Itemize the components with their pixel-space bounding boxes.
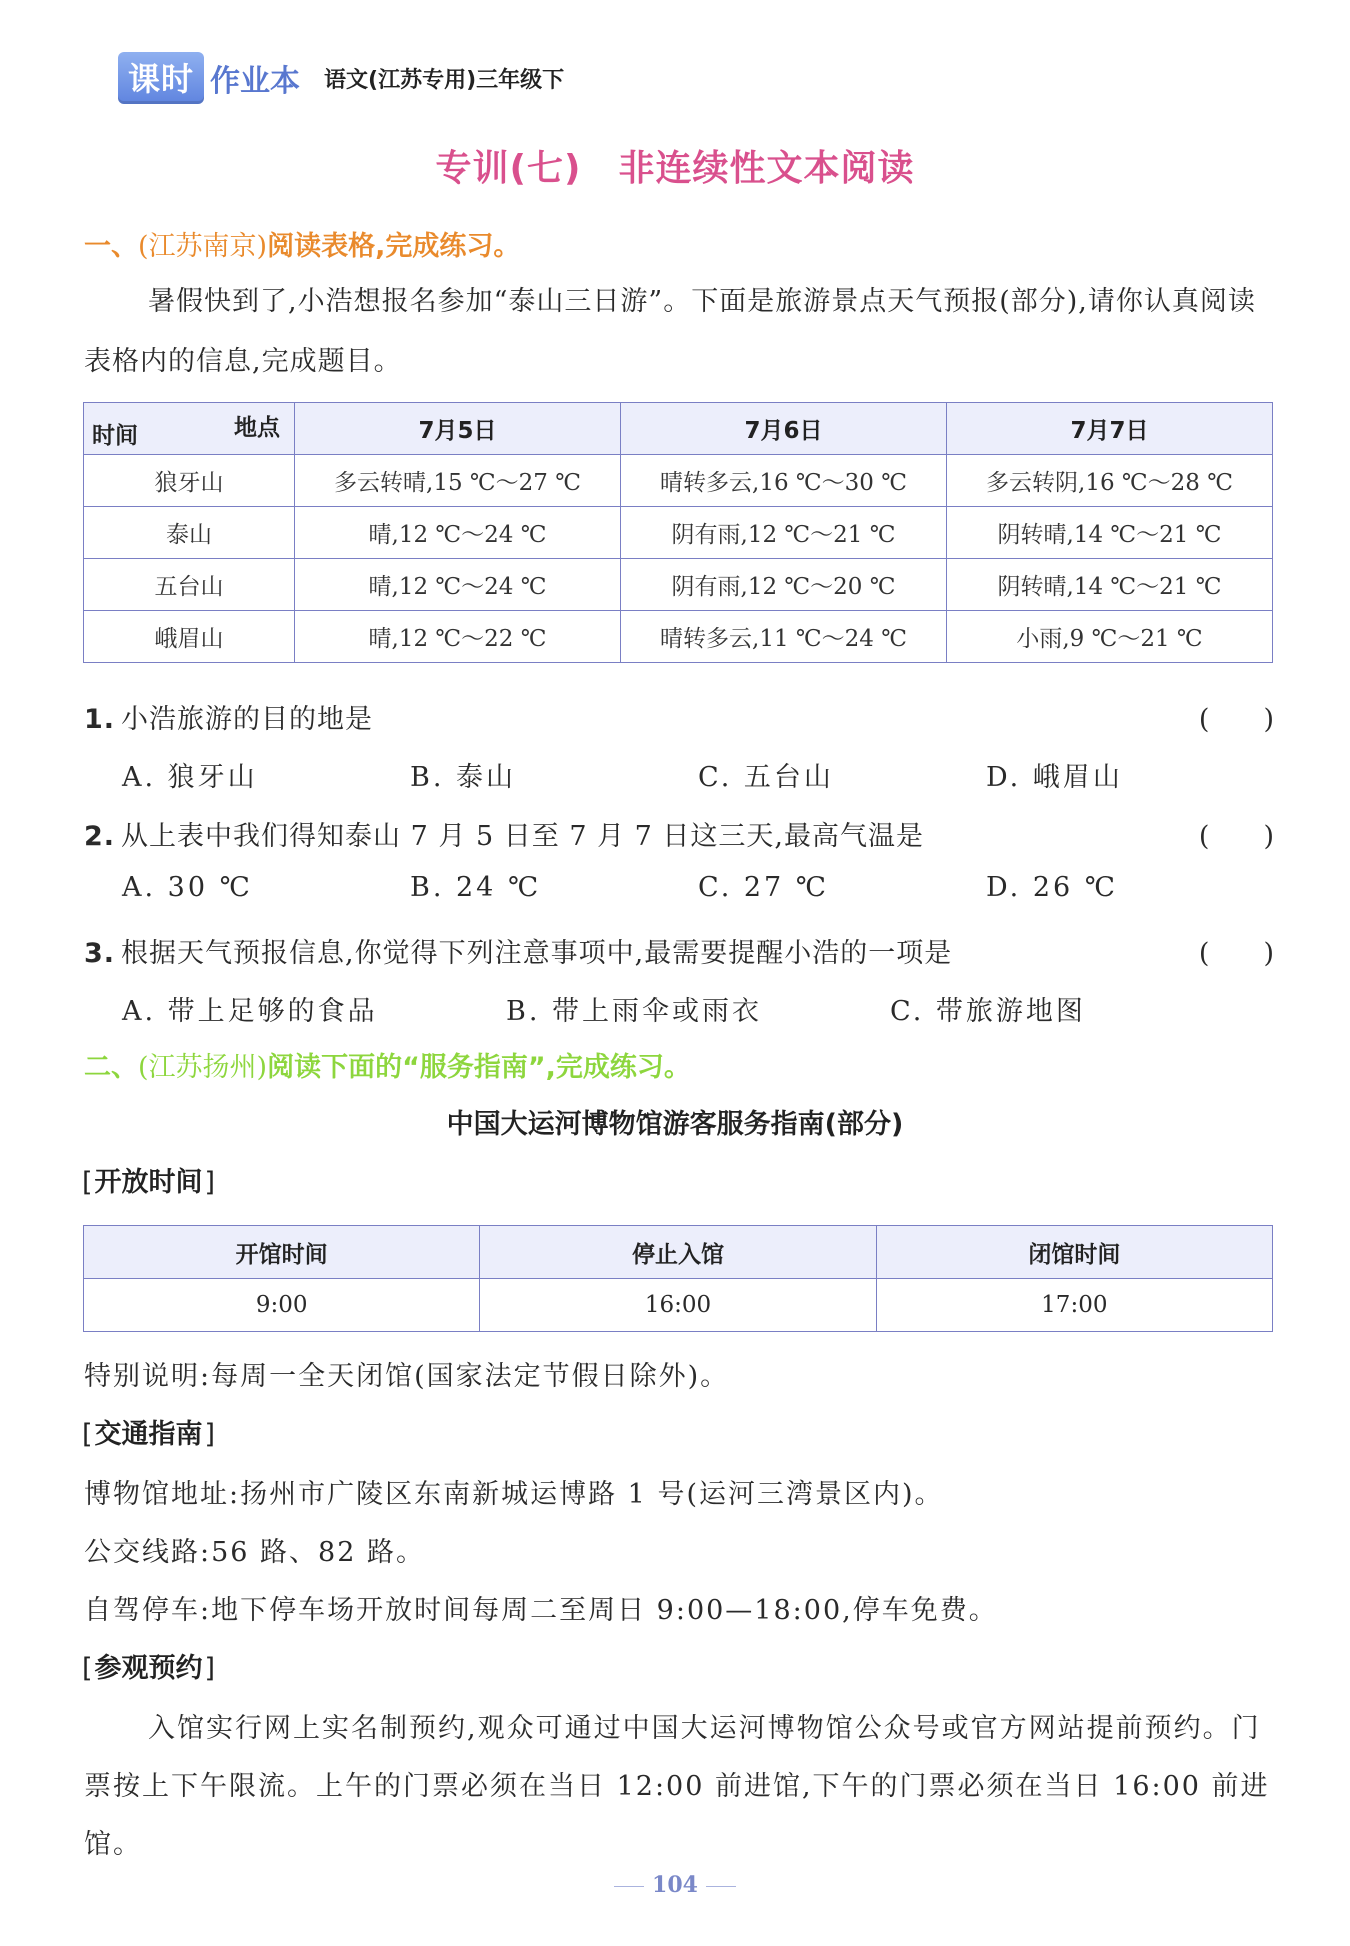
answer-blank[interactable]: ( ): [1198, 821, 1274, 852]
option-a[interactable]: A. 30 ℃: [122, 872, 253, 903]
option-c[interactable]: C. 带旅游地图: [890, 996, 1086, 1027]
option-a[interactable]: A. 狼牙山: [122, 762, 258, 793]
hours-cell: 9:00: [84, 1279, 480, 1332]
hours-column-header: 闭馆时间: [876, 1226, 1272, 1279]
weather-table: [83, 402, 1273, 663]
option-c[interactable]: C. 27 ℃: [698, 872, 830, 903]
open-hours-heading: [ 开放时间 ]: [82, 1160, 215, 1199]
weather-cell: 阴转晴,14 ℃～21 ℃: [947, 507, 1273, 559]
section1-task: 阅读表格,完成练习。: [267, 231, 521, 262]
weather-cell: 晴转多云,16 ℃～30 ℃: [621, 455, 947, 507]
option-d[interactable]: D. 峨眉山: [986, 762, 1123, 793]
weather-column-header: 7月7日: [947, 403, 1273, 455]
section2-heading: [84, 1045, 691, 1084]
open-hours-table: [83, 1225, 1273, 1332]
open-hours-header: [84, 1226, 1273, 1279]
brand-logo: 课时: [118, 52, 204, 104]
museum-address: 博物馆地址:扬州市广陵区东南新城运博路 1 号(运河三湾景区内)。: [84, 1479, 944, 1510]
option-b[interactable]: B. 24 ℃: [410, 872, 542, 903]
section1-heading: [84, 224, 520, 263]
answer-blank[interactable]: ( ): [1198, 704, 1274, 735]
answer-blank[interactable]: ( ): [1198, 938, 1274, 969]
place-cell: 峨眉山: [84, 611, 295, 663]
hours-cell: 17:00: [876, 1279, 1272, 1332]
weather-cell: 晴,12 ℃～24 ℃: [295, 559, 621, 611]
weather-column-header: 7月5日: [295, 403, 621, 455]
reservation-text: 入馆实行网上实名制预约,观众可通过中国大运河博物馆公众号或官方网站提前预约。门票按上下午限流。上午的门票必须在当日 12:00 前进馆,下午的门票必须在当日 16:00 前进馆。: [84, 1713, 1270, 1860]
option-d[interactable]: D. 26 ℃: [986, 872, 1118, 903]
weather-table-corner: [84, 403, 295, 455]
question-number: 2.: [84, 821, 116, 852]
section1-location: (江苏南京): [138, 231, 268, 262]
parking-info: 自驾停车:地下停车场开放时间每周二至周日 9:00—18:00,停车免费。: [84, 1595, 998, 1626]
weather-cell: 多云转晴,15 ℃～27 ℃: [295, 455, 621, 507]
section1-intro: 暑假快到了,小浩想报名参加“泰山三日游”。下面是旅游景点天气预报(部分),请你认真阅读表格内的信息,完成题目。: [84, 286, 1256, 377]
table-row: [84, 559, 1273, 611]
section2-number: 二、: [84, 1052, 138, 1083]
section1-number: 一、: [84, 231, 138, 262]
question-text: 从上表中我们得知泰山 7 月 5 日至 7 月 7 日这三天,最高气温是: [121, 821, 925, 852]
weather-table-header: [84, 403, 1273, 455]
question-number: 1.: [84, 704, 116, 735]
page-title: 专训(七) 非连续性文本阅读: [435, 148, 915, 189]
weather-column-header: 7月6日: [621, 403, 947, 455]
table-row: [84, 1279, 1273, 1332]
option-b[interactable]: B. 泰山: [410, 762, 517, 793]
question-1: [84, 697, 1274, 736]
option-b[interactable]: B. 带上雨伞或雨衣: [506, 996, 763, 1027]
brand-logo-suffix: 作业本: [210, 64, 301, 99]
book-info: 语文(江苏专用)三年级下: [324, 67, 565, 93]
question-text: 小浩旅游的目的地是: [121, 704, 374, 735]
place-cell: 五台山: [84, 559, 295, 611]
question-number: 3.: [84, 938, 116, 969]
guide-title: 中国大运河博物馆游客服务指南(部分): [446, 1109, 904, 1140]
option-c[interactable]: C. 五台山: [698, 762, 834, 793]
weather-cell: 小雨,9 ℃～21 ℃: [947, 611, 1273, 663]
weather-cell: 晴,12 ℃～22 ℃: [295, 611, 621, 663]
place-cell: 狼牙山: [84, 455, 295, 507]
bus-lines: 公交线路:56 路、82 路。: [84, 1537, 425, 1568]
table-row: [84, 455, 1273, 507]
page-number: 104: [0, 1872, 1350, 1898]
hours-cell: 16:00: [480, 1279, 876, 1332]
question-text: 根据天气预报信息,你觉得下列注意事项中,最需要提醒小浩的一项是: [121, 938, 953, 969]
corner-place-label: 地点: [234, 415, 280, 441]
place-cell: 泰山: [84, 507, 295, 559]
hours-column-header: 停止入馆: [480, 1226, 876, 1279]
question-3: [84, 931, 1274, 970]
corner-time-label: 时间: [92, 423, 138, 449]
table-row: [84, 507, 1273, 559]
weather-cell: 晴,12 ℃～24 ℃: [295, 507, 621, 559]
special-note: 特别说明:每周一全天闭馆(国家法定节假日除外)。: [84, 1361, 730, 1392]
option-a[interactable]: A. 带上足够的食品: [122, 996, 378, 1027]
weather-cell: 阴有雨,12 ℃～20 ℃: [621, 559, 947, 611]
hours-column-header: 开馆时间: [84, 1226, 480, 1279]
section2-location: (江苏扬州): [138, 1052, 268, 1083]
weather-cell: 晴转多云,11 ℃～24 ℃: [621, 611, 947, 663]
section2-task: 阅读下面的“服务指南”,完成练习。: [267, 1052, 691, 1083]
question-2: [84, 814, 1274, 853]
reservation-heading: [ 参观预约 ]: [82, 1646, 215, 1685]
header: [118, 52, 564, 104]
weather-cell: 多云转阴,16 ℃～28 ℃: [947, 455, 1273, 507]
traffic-heading: [ 交通指南 ]: [82, 1412, 215, 1451]
weather-cell: 阴转晴,14 ℃～21 ℃: [947, 559, 1273, 611]
weather-cell: 阴有雨,12 ℃～21 ℃: [621, 507, 947, 559]
table-row: [84, 611, 1273, 663]
